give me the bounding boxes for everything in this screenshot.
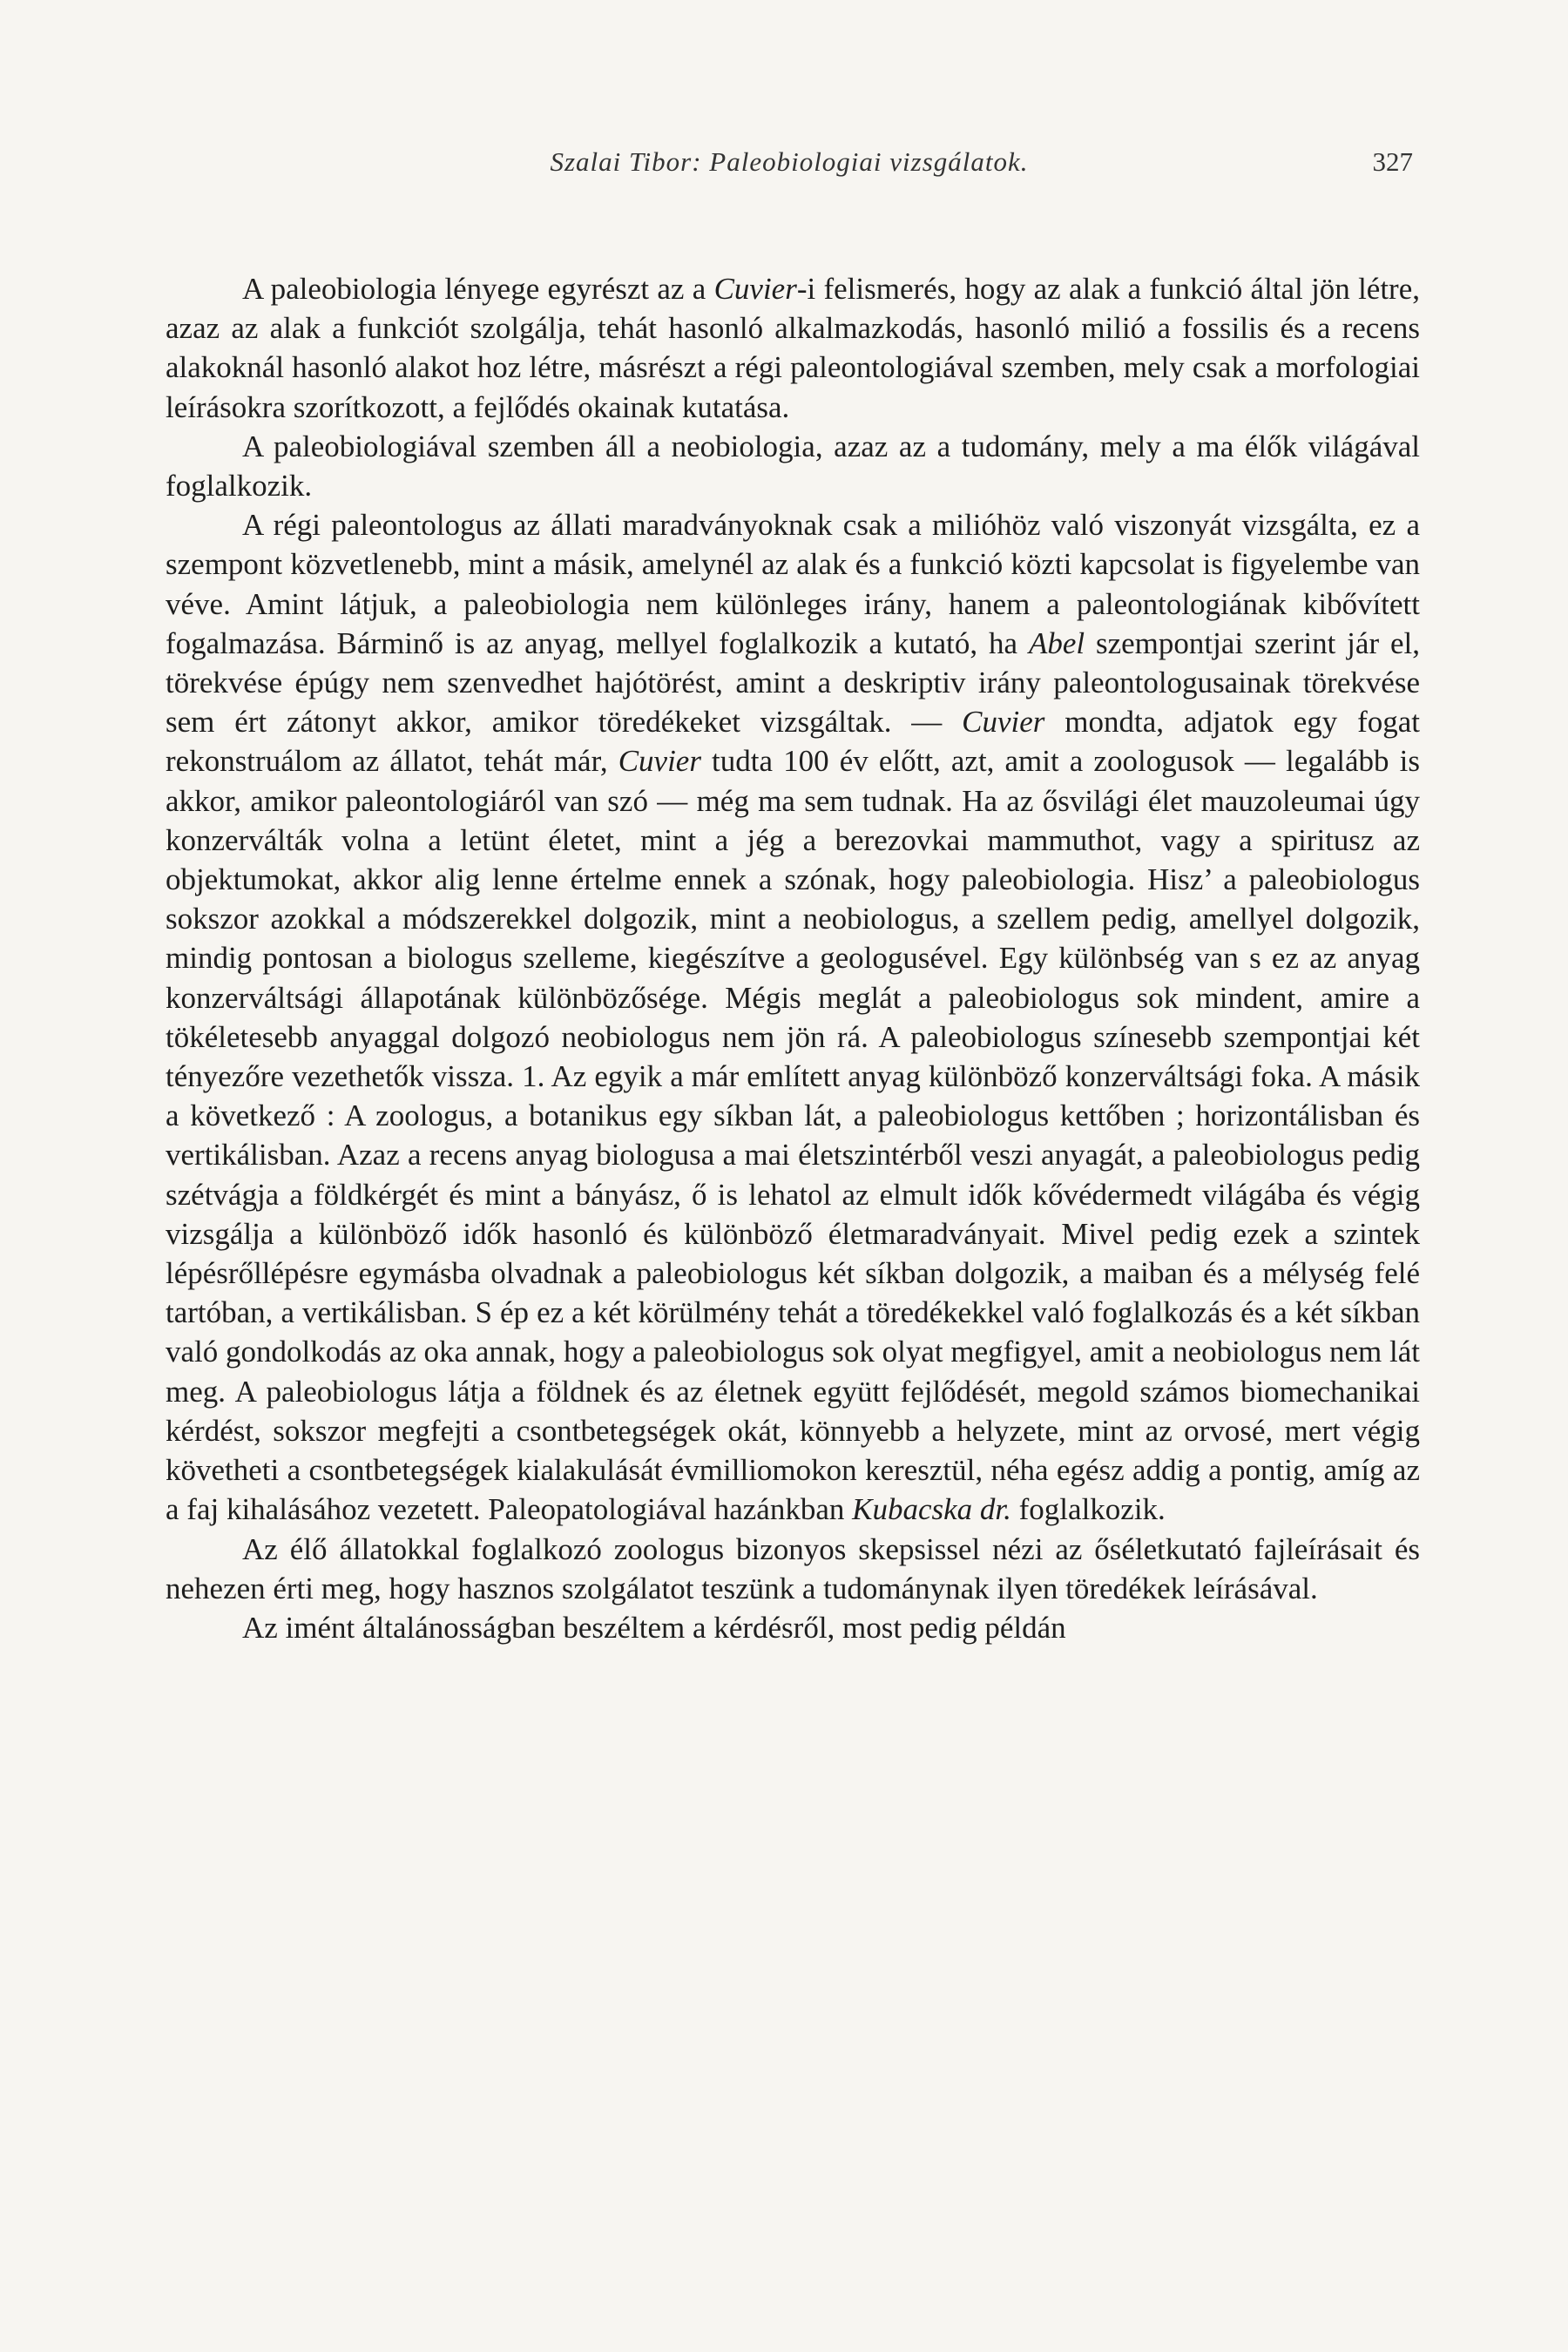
author-name: Cuvier xyxy=(962,705,1045,740)
running-head xyxy=(166,146,1413,186)
paragraph: A paleobiologiával szemben áll a neobiologia, azaz az a tudomány, mely a ma élők világával foglalkozik. xyxy=(166,429,1420,504)
paragraph: Az élő állatokkal foglalkozó zoologus bizonyos skepsissel nézi az őséletkutató fajleírásait és nehezen érti meg, hogy hasznos szolgálatot teszünk a tudománynak ilyen töredékek leírásával. xyxy=(166,1531,1420,1605)
page-number: 327 xyxy=(1372,146,1413,177)
author-name: Abel xyxy=(1028,625,1085,660)
author-name: Kubacska dr. xyxy=(852,1492,1011,1527)
author-name: Cuvier xyxy=(713,272,797,306)
paragraph: A paleobiologia lényege egyrészt az a Cuvier-i felismerés, hogy az alak a funkció által jön létre, azaz az alak a funkciót szolgálja, tehát hasonló alkalmazkodás, hasonló milió a fossilis és a recens alakoknál hasonló alakot hoz létre, másrészt a régi paleontologiával szemben, mely csak a morfologiai leírásokra szorítkozott, a fejlődés okainak kutatása. xyxy=(166,272,1420,424)
author-name: Cuvier xyxy=(618,744,701,779)
paragraph: Az imént általánosságban beszéltem a kérdésről, most pedig példán xyxy=(242,1610,1066,1645)
running-title: Szalai Tibor: Paleobiologiai vizsgálatok. xyxy=(550,146,1029,177)
body-text xyxy=(166,269,1420,1647)
paragraph: A régi paleontologus az állati maradványoknak csak a milióhöz való viszonyát vizsgálta, ez a szempont közvetlenebb, mint a másik, amelynél az alak és a funkció közti kapcsolat is figyelembe van véve. Amint látjuk, a paleobiologia nem különleges irány, hanem a paleontologiának kibővített fogalmazása. Bárminő is az anyag, mellyel foglalkozik a kutató, ha Abel szempontjai szerint jár el, törekvése épúgy nem szenvedhet hajótörést, amint a deskriptiv irány paleontologusainak törekvése sem ért zátonyt akkor, amikor töredékeket vizsgáltak. — Cuvier mondta, adjatok egy fogat rekonstruálom az állatot, tehát már, Cuvier tudta 100 év előtt, azt, amit a zoologusok — legalább is akkor, amikor paleontologiáról van szó — még ma sem tudnak. Ha az ősvilági élet mauzoleumai úgy konzerválták volna a letünt életet, mint a jég a berezovkai mammuthot, vagy a spiritusz az objektumokat, akkor alig lenne értelme ennek a szónak, hogy paleobiologia. Hisz’ a paleobiologus sokszor azokkal a módszerekkel dolgozik, mint a neobiologus, a szellem pedig, amellyel dolgozik, mindig pontosan a biologus szelleme, kiegészítve a geologusével. Egy különbség van s ez az anyag konzerváltsági állapotának különbözősége. Mégis meglát a paleobiologus sok mindent, amire a tökéletesebb anyaggal dolgozó neobiologus nem jön rá. A paleobiologus színesebb szempontjai két tényezőre vezethetők vissza. 1. Az egyik a már említett anyag különböző konzerváltsági foka. A másik a következő : A zoologus, a botanikus egy síkban lát, a paleobiologus kettőben ; horizontálisban és vertikálisban. Azaz a recens anyag biologusa a mai életszintérből veszi anyagát, a paleobiologus pedig szétvágja a földkérgét és mint a bányász, ő is lehatol az elmult idők kővédermedt világába és végig vizsgálja a különböző idők hasonló és különböző életmaradványait. Mivel pedig ezek a szintek lépésrőllépésre egymásba olvadnak a paleobiologus két síkban dolgozik, a maiban és a mélység felé tartóban, a vertikálisban. S ép ez a két körülmény tehát a töredékekkel való foglalkozás és a két síkban való gondolkodás az oka annak, hogy a paleobiologus sok olyat megfigyel, amit a neobiologus nem lát meg. A paleobiologus látja a földnek és az életnek együtt fejlődését, megold számos biomechanikai kérdést, sokszor megfejti a csontbetegségek okát, könnyebb a helyzete, mint az orvosé, mert végig követheti a csontbetegségek kialakulását évmilliomokon keresztül, néha egész addig a pontig, amíg az a faj kihalásához vezetett. Paleopatologiával hazánkban Kubacska dr. foglalkozik. xyxy=(166,508,1420,1527)
